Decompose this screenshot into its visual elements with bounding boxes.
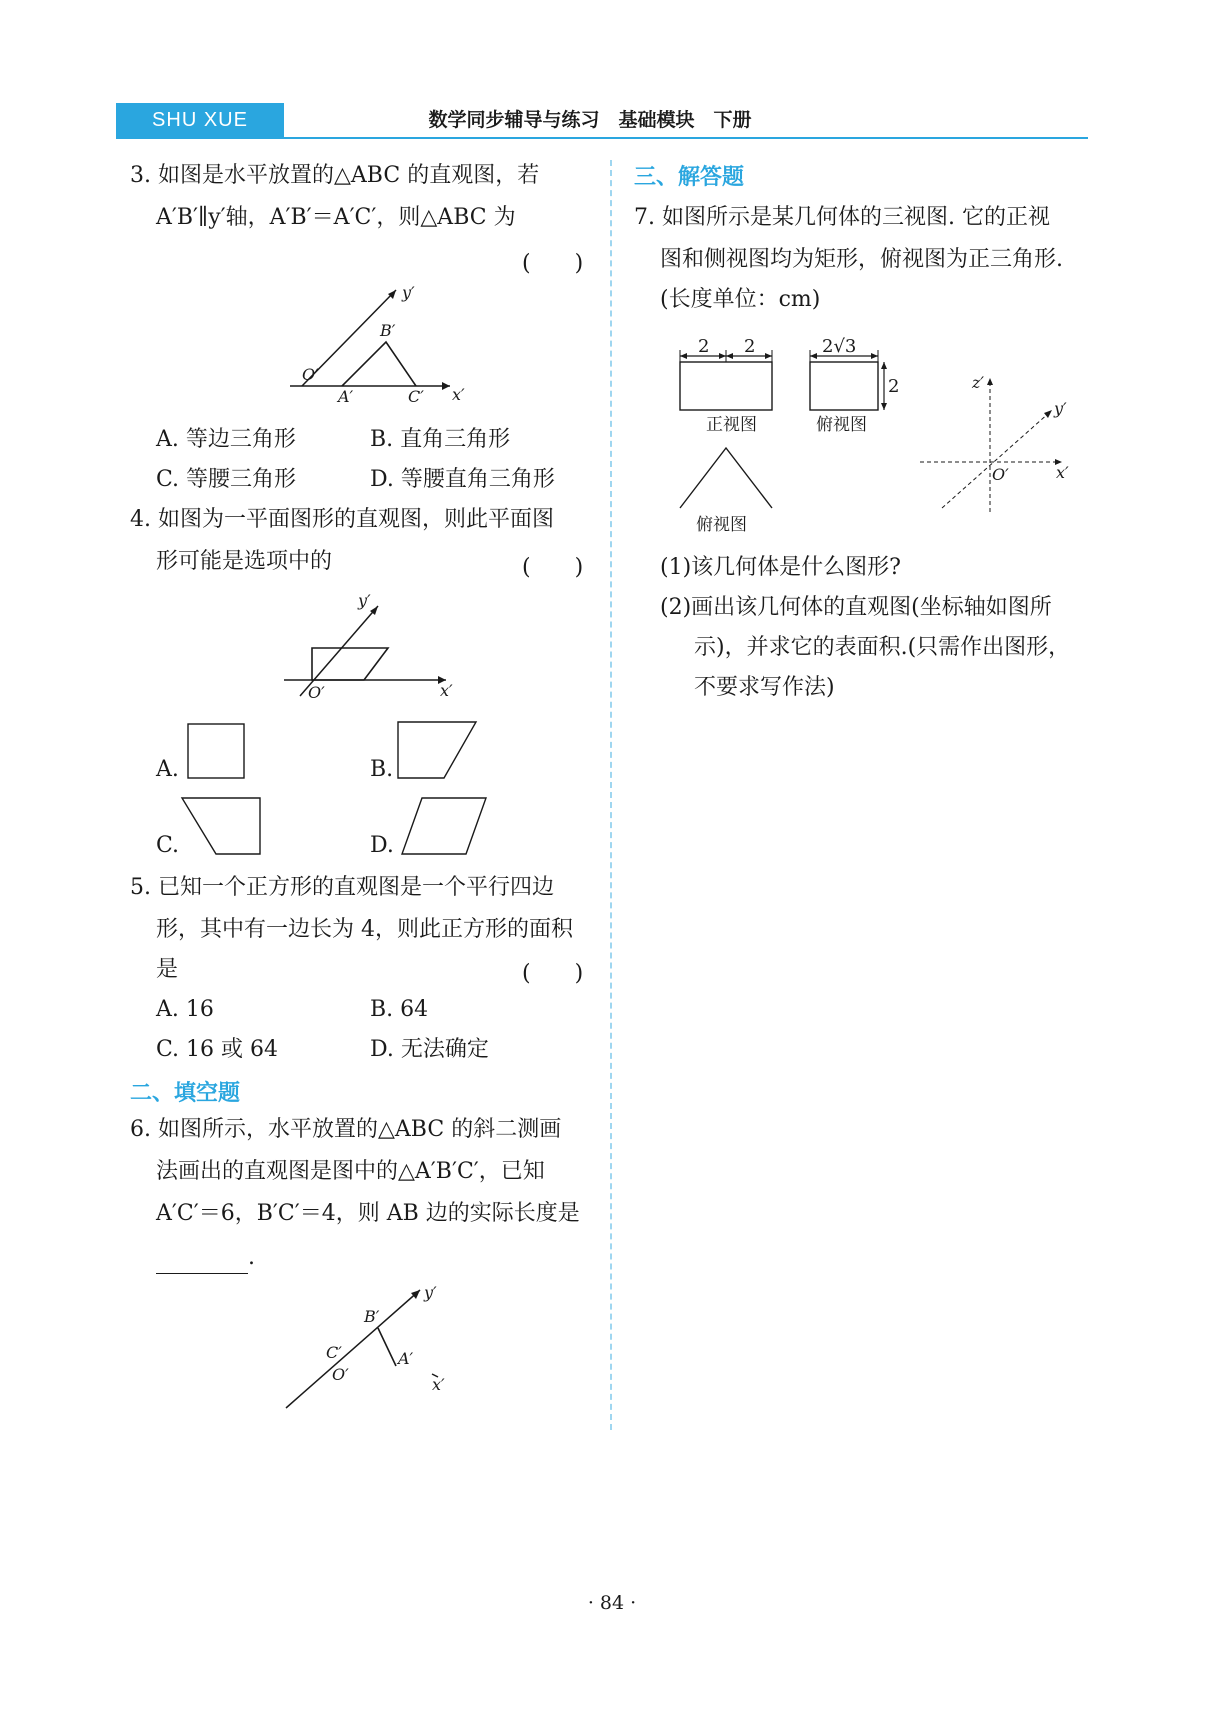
q5-line2: 形，其中有一边长为 4，则此正方形的面积 (156, 917, 573, 942)
q7-sub1: (1)该几何体是什么图形? (660, 555, 901, 580)
q7-line3: (长度单位：cm) (660, 287, 821, 312)
q3-label-o: O′ (302, 365, 319, 384)
page-number: · 84 · (587, 1592, 637, 1614)
q7-line2: 图和侧视图均为矩形，俯视图为正三角形. (660, 247, 1063, 272)
q5-option-b: B. 64 (370, 997, 429, 1022)
q7-line1: 7. 如图所示是某几何体的三视图. 它的正视 (634, 205, 1050, 230)
q7-dim-2-right: 2 (744, 336, 756, 357)
q3-figure (280, 280, 480, 410)
q4-option-d-figure (400, 796, 490, 858)
subject-tab: SHU XUE (116, 103, 284, 137)
q7-side-view-label: 俯视图 (816, 415, 867, 435)
q3-label-b: B′ (380, 321, 396, 340)
q4-line2: 形可能是选项中的 (156, 549, 333, 574)
q7-sub2-line1: (2)画出该几何体的直观图(坐标轴如图所 (660, 595, 1052, 620)
q4-option-a: A. (156, 757, 179, 782)
q4-option-b-figure (396, 720, 480, 782)
q3-option-c: C. 等腰三角形 (156, 467, 297, 492)
header-rule (116, 137, 1088, 139)
q7-dim-2-left: 2 (698, 336, 710, 357)
q7-label-y: y′ (1054, 399, 1067, 418)
section-fill-in-blank: 二、填空题 (130, 1081, 241, 1106)
q4-label-y: y′ (358, 591, 371, 610)
q3-answer-paren: ( ) (522, 251, 584, 276)
q7-z-arrow-icon (987, 378, 993, 385)
q7-dim-arrow-icon (680, 353, 687, 359)
q3-label-a: A′ (338, 387, 354, 406)
q7-sub2-line2: 示)，并求它的表面积.(只需作出图形， (694, 635, 1071, 660)
q3-line1: 3. 如图是水平放置的△ABC 的直观图，若 (130, 163, 540, 188)
q3-label-y: y′ (402, 283, 415, 302)
q3-line2: A′B′∥y′轴，A′B′＝A′C′，则△ABC 为 (156, 205, 516, 230)
q6-line2: 法画出的直观图是图中的△A′B′C′，已知 (156, 1159, 545, 1184)
q6-label-c: C′ (326, 1343, 342, 1362)
q4-option-c: C. (156, 833, 180, 858)
q3-option-d: D. 等腰直角三角形 (370, 467, 555, 492)
q4-answer-paren: ( ) (522, 555, 584, 580)
q6-label-a: A′ (398, 1349, 414, 1368)
q7-three-views-figure (670, 330, 1090, 540)
q4-label-o: O′ (308, 683, 325, 702)
q6-label-b: B′ (364, 1307, 380, 1326)
q5-option-c: C. 16 或 64 (156, 1037, 279, 1062)
q3-label-c: C′ (408, 387, 424, 406)
q3-option-b: B. 直角三角形 (370, 427, 511, 452)
q6-line1: 6. 如图所示，水平放置的△ABC 的斜二测画 (130, 1117, 562, 1142)
section-answer-questions: 三、解答题 (634, 165, 745, 190)
q4-option-b: B. (370, 757, 394, 782)
q7-dim-2sqrt3: 2√3 (822, 336, 857, 357)
q6-label-x: x′ (432, 1375, 445, 1394)
q3-label-x: x′ (452, 385, 465, 404)
q7-y-axis (942, 412, 1050, 508)
column-divider (610, 160, 612, 1430)
q7-label-z: z′ (972, 373, 985, 392)
q4-line1: 4. 如图为一平面图形的直观图，则此平面图 (130, 507, 554, 532)
q3-x-arrow-icon (442, 382, 450, 390)
q6-label-y: y′ (424, 1283, 437, 1302)
q4-label-x: x′ (440, 681, 453, 700)
q7-dim-arrow-icon (810, 353, 817, 359)
q7-label-o: O′ (992, 465, 1009, 484)
q4-shape (312, 648, 388, 680)
q5-answer-paren: ( ) (522, 961, 584, 986)
q5-line3: 是 (156, 957, 179, 982)
q7-dim-arrow-icon (881, 403, 887, 410)
q5-option-a: A. 16 (156, 997, 214, 1022)
q7-label-x: x′ (1056, 463, 1069, 482)
q7-dim-arrow-icon (871, 353, 878, 359)
q7-front-view-label: 正视图 (706, 415, 757, 435)
q7-dim-arrow-icon (881, 362, 887, 369)
q3-option-a: A. 等边三角形 (156, 427, 296, 452)
q7-sub2-line3: 不要求写作法) (694, 675, 835, 700)
q4-option-d: D. (370, 833, 394, 858)
q7-top-view-label: 俯视图 (696, 515, 747, 535)
q6-figure (280, 1284, 470, 1414)
q3-triangle (342, 342, 416, 386)
q6-segment-ba (378, 1328, 396, 1366)
q4-option-a-figure (186, 722, 250, 782)
q6-label-o: O′ (332, 1365, 349, 1384)
q5-line1: 5. 已知一个正方形的直观图是一个平行四边 (130, 875, 554, 900)
q6-answer-blank[interactable] (156, 1249, 248, 1274)
q7-side-view-rect (810, 362, 878, 410)
q7-y-arrow-icon (1044, 410, 1052, 418)
q7-dim-arrow-icon (765, 353, 772, 359)
q7-top-view-triangle (680, 448, 772, 508)
q6-line4-period: . (248, 1245, 255, 1270)
q7-dim-2-height: 2 (888, 376, 900, 397)
q7-dim-arrow-icon (719, 353, 726, 359)
q6-line4 (156, 1242, 255, 1274)
q4-figure (280, 592, 470, 702)
book-title: 数学同步辅导与练习 基础模块 下册 (428, 109, 752, 131)
q6-line3: A′C′＝6，B′C′＝4，则 AB 边的实际长度是 (156, 1201, 580, 1226)
q4-option-c-figure (180, 796, 264, 858)
q7-front-view-rect (680, 362, 772, 410)
q7-dim-arrow-icon (726, 353, 733, 359)
q5-option-d: D. 无法确定 (370, 1037, 489, 1062)
